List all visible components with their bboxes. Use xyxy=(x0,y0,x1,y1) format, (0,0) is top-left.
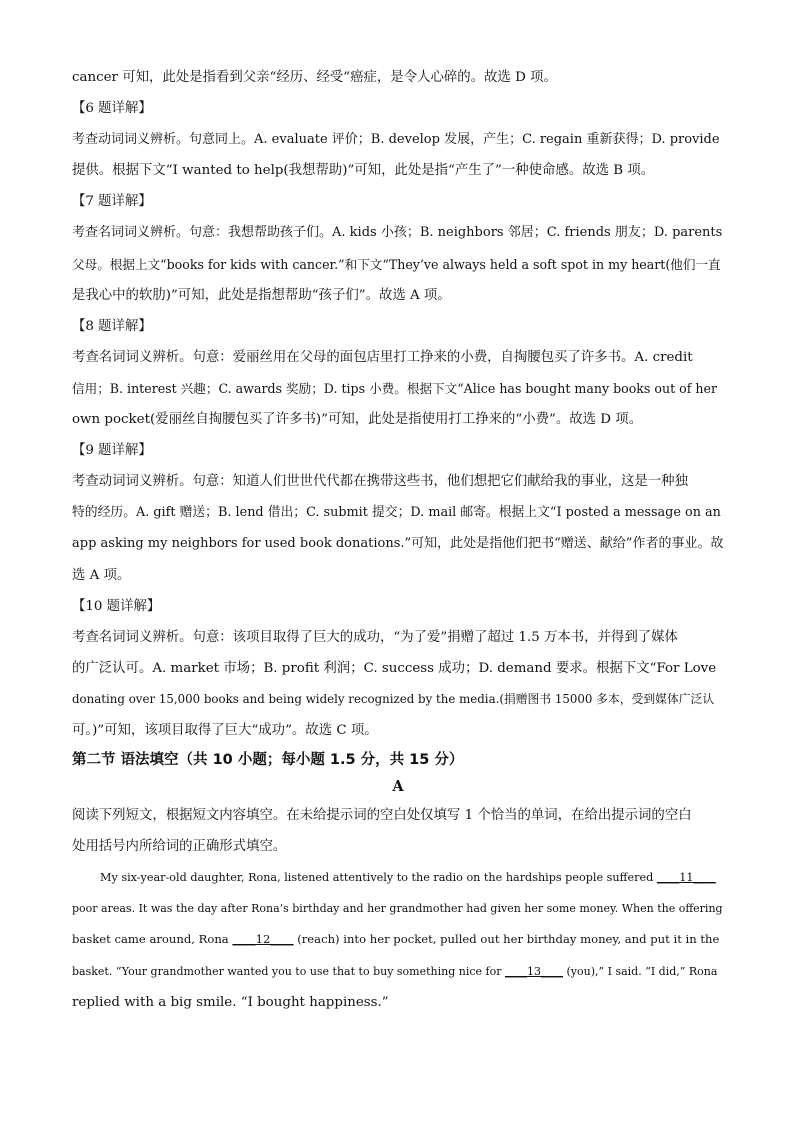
part-label: A xyxy=(392,778,404,796)
section-title: 第二节 语法填空（共 10 小题；每小题 1.5 分，共 15 分） xyxy=(72,752,464,769)
passage-text: My six-year-old daughter, Rona, listened attentively to the radio on the hardships people suffered xyxy=(100,871,657,885)
passage-text: basket. “Your grandmother wanted you to use that to buy something nice for xyxy=(72,964,505,978)
text-line: 选 A 项。 xyxy=(72,567,131,583)
passage-text: (reach) into her pocket, pulled out her birthday money, and put it in the xyxy=(293,932,720,947)
text-line: 提供。根据下文“I wanted to help(我想帮助)”可知，此处是指“产生了”一种使命感。故选 B 项。 xyxy=(72,163,655,179)
text-line: app asking my neighbors for used book donations.”可知，此处是指他们把书“赠送、献给”作者的事业。故 xyxy=(72,536,724,552)
text-line: 考查动词词义辨析。句意同上。A. evaluate 评价；B. develop 发展，产生；C. regain 重新获得；D. provide xyxy=(72,132,720,148)
q6-heading: 【6 题详解】 xyxy=(72,101,152,117)
passage-line xyxy=(72,862,724,893)
text-line: 是我心中的软肋)”可知，此处是指想帮助“孩子们”。故选 A 项。 xyxy=(72,287,451,303)
text-line: cancer 可知，此处是指看到父亲“经历、经受”癌症，是令人心碎的。故选 D 项。 xyxy=(72,70,557,85)
document-page xyxy=(72,62,724,1018)
passage-line xyxy=(72,956,724,987)
passage-line: poor areas. It was the day after Rona’s birthday and her grandmother had given her some money. When the offering xyxy=(72,902,723,916)
text-line: 可。)”可知，该项目取得了巨大“成功”。故选 C 项。 xyxy=(72,722,378,738)
passage-line: replied with a big smile. “I bought happiness.” xyxy=(72,994,389,1010)
q10-heading: 【10 题详解】 xyxy=(72,598,161,614)
text-line: 特的经历。A. gift 赠送；B. lend 借出；C. submit 提交；D. mail 邮寄。根据上文“I posted a message on an xyxy=(72,505,721,521)
q8-heading: 【8 题详解】 xyxy=(72,318,152,334)
text-line: 的广泛认可。A. market 市场；B. profit 利润；C. success 成功；D. demand 要求。根据下文“For Love xyxy=(72,660,717,676)
text-line: 考查名词词义辨析。句意：爱丽丝用在父母的面包店里打工挣来的小费，自掏腰包买了许多书。A. credit xyxy=(72,349,693,365)
text-line: 考查名词词义辨析。句意：该项目取得了巨大的成功，“为了爱”捐赠了超过 1.5 万本书，并得到了媒体 xyxy=(72,629,678,645)
text-line: 父母。根据上文“books for kids with cancer.”和下文“They’ve always held a soft spot in my heart(他们一直 xyxy=(72,256,721,272)
text-line: own pocket(爱丽丝自掏腰包买了许多书)”可知，此处是指使用打工挣来的“小费”。故选 D 项。 xyxy=(72,412,643,428)
blank-11: ____11____ xyxy=(656,871,716,885)
instruction-line: 处用括号内所给词的正确形式填空。 xyxy=(72,839,287,855)
text-line: donating over 15,000 books and being widely recognized by the media.(捐赠图书 15000 多本，受到媒体广泛认 xyxy=(72,691,715,706)
instruction-line: 阅读下列短文，根据短文内容填空。在未给提示词的空白处仅填写 1 个恰当的单词，在给出提示词的空白 xyxy=(72,808,692,824)
q9-heading: 【9 题详解】 xyxy=(72,443,152,459)
text-line: 考查动词词义辨析。句意：知道人们世世代代都在携带这些书，他们想把它们献给我的事业，这是一种独 xyxy=(72,474,688,490)
text-line: 信用；B. interest 兴趣；C. awards 奖励；D. tips 小费。根据下文“Alice has bought many books out of her xyxy=(72,380,717,396)
passage-text: (you),” I said. “I did,” Rona xyxy=(563,964,718,978)
q7-heading: 【7 题详解】 xyxy=(72,194,152,210)
text-line: 考查名词词义辨析。句意：我想帮助孩子们。A. kids 小孩；B. neighbors 邻居；C. friends 朋友；D. parents xyxy=(72,225,723,241)
passage-text: basket came around, Rona xyxy=(72,932,233,947)
blank-12: ____12____ xyxy=(232,932,294,947)
passage-line xyxy=(72,924,724,955)
blank-13: ____13____ xyxy=(505,964,563,978)
